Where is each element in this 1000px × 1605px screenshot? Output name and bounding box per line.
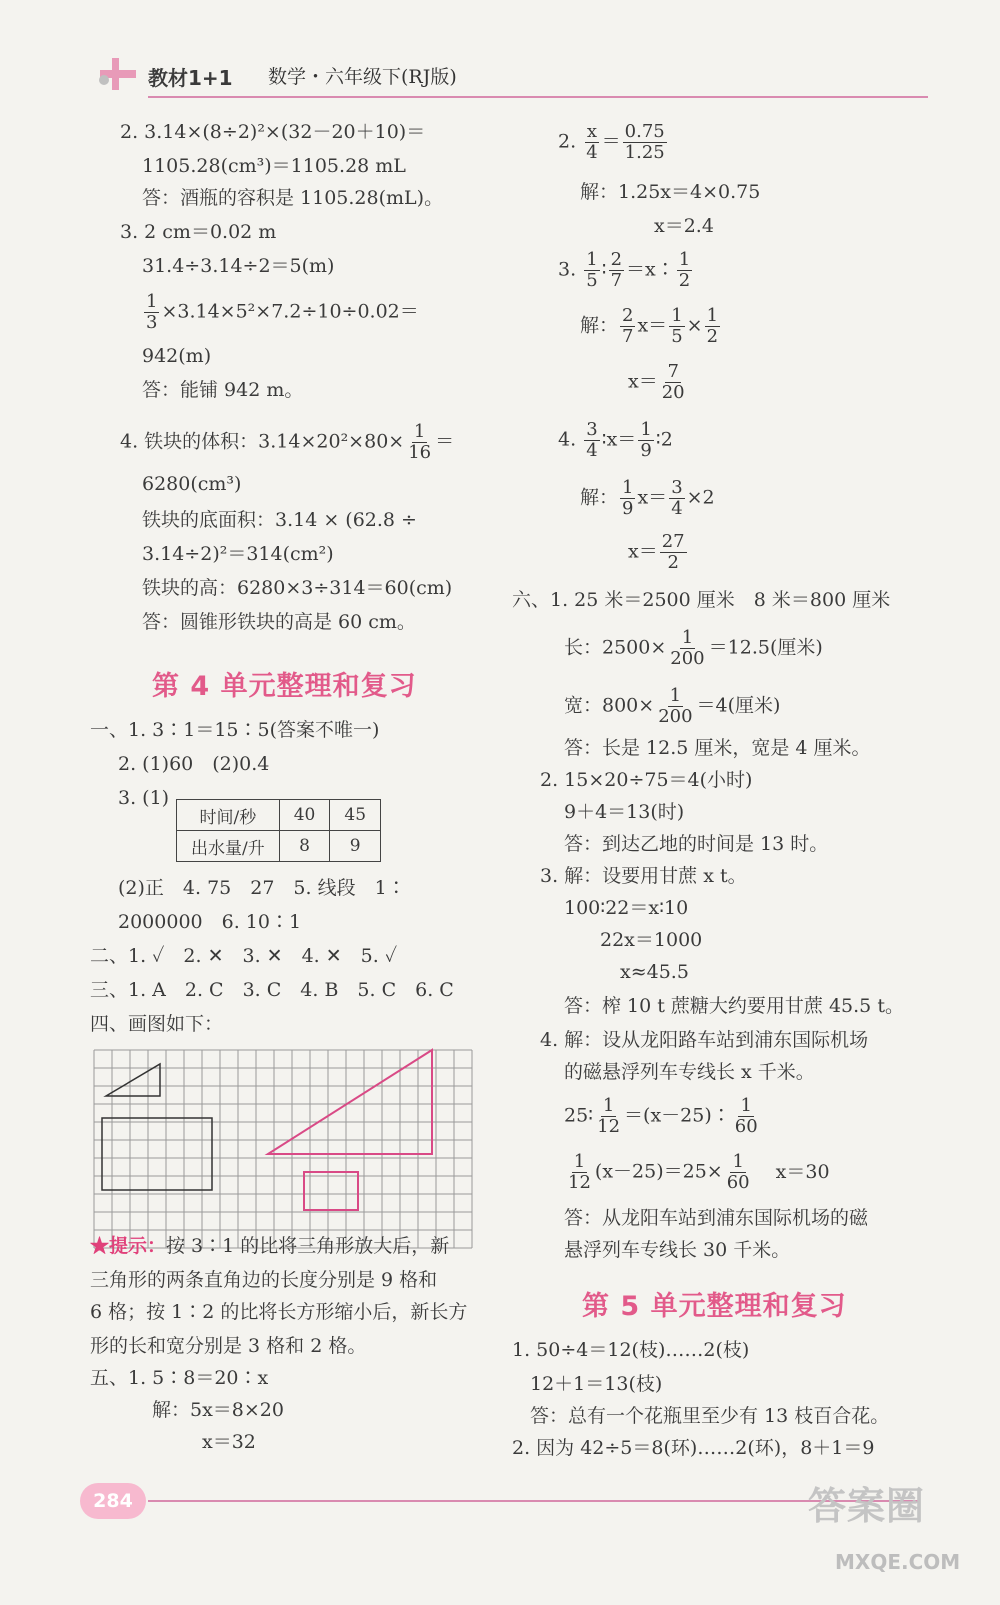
s1-line-5: 2000000 6. 10∶1 <box>118 911 302 933</box>
table-row <box>177 831 381 862</box>
header-title: 数学・六年级下(RJ版) <box>268 66 457 88</box>
q3-line-2: 31.4÷3.14÷2＝5(m) <box>142 255 335 277</box>
s5-line-3: x＝32 <box>202 1431 256 1453</box>
watermark-logo: 答案圈 <box>808 1484 926 1528</box>
s5-line-2: 解：5x＝8×20 <box>152 1399 284 1421</box>
water-table <box>176 799 381 862</box>
r4-solution: 解： $\frac{1}{9}$ x＝ $\frac{3}{4}$ ×2 <box>580 477 715 519</box>
r2-line-2: 解：1.25x＝4×0.75 <box>580 181 761 203</box>
table-row <box>177 800 381 831</box>
q4-line-3: 铁块的底面积：3.14 × (62.8 ÷ <box>142 509 417 531</box>
s6-length: 长：2500× $\frac{1}{200}$ ＝12.5(厘米) <box>564 627 823 669</box>
r3-solution: 解： $\frac{2}{7}$ x＝ $\frac{1}{5}$ × $\frac{1}{2}$ <box>580 305 719 347</box>
s6-4-line-2: 的磁悬浮列车专线长 x 千米。 <box>564 1061 815 1083</box>
reduced-rectangle <box>304 1172 358 1210</box>
hint-line-2: 三角形的两条直角边的长度分别是 9 格和 <box>90 1269 438 1291</box>
q4-line-1: 4. 铁块的体积：3.14×20²×80× $\frac{1}{16}$ ＝ <box>120 421 455 463</box>
q4-line-6: 答：圆锥形铁块的高是 60 cm。 <box>142 611 416 633</box>
table-header-water: 出水量/升 <box>177 831 280 862</box>
q2-line-2: 1105.28(cm³)＝1105.28 mL <box>142 155 406 177</box>
u5-line-4: 2. 因为 42÷5＝8(环)……2(环)，8＋1＝9 <box>512 1437 875 1459</box>
small-triangle <box>106 1064 160 1096</box>
header-logo-icon <box>92 56 140 92</box>
s1-line-2: 2. (1)60 (2)0.4 <box>118 753 270 775</box>
table-cell: 45 <box>330 800 381 831</box>
u5-line-1: 1. 50÷4＝12(枝)……2(枝) <box>512 1339 750 1361</box>
section-4-label: 四、画图如下： <box>90 1013 224 1035</box>
large-rectangle <box>102 1118 212 1190</box>
s6-2-line-3: 答：到达乙地的时间是 13 时。 <box>564 833 829 855</box>
s6-3-line-2: 100∶22＝x∶10 <box>564 897 689 919</box>
s6-3-line-3: 22x＝1000 <box>600 929 703 951</box>
section-5-title: 第 5 单元整理和复习 <box>582 1291 847 1322</box>
u5-line-2: 12＋1＝13(枝) <box>530 1373 663 1395</box>
s6-3-line-4: x≈45.5 <box>620 961 689 983</box>
r3-result: x＝ $\frac{7}{20}$ <box>628 361 685 403</box>
s6-4-answer-1: 答：从龙阳车站到浦东国际机场的磁 <box>564 1207 869 1229</box>
s6-3-line-5: 答：榨 10 t 蔗糖大约要用甘蔗 45.5 t。 <box>564 995 904 1017</box>
enlarged-triangle <box>268 1050 432 1154</box>
u5-line-3: 答：总有一个花瓶里至少有 13 枝百合花。 <box>530 1405 890 1427</box>
q2-line-1: 2. 3.14×(8÷2)²×(32－20＋10)＝ <box>120 121 426 143</box>
q3-line-3: $\frac{1}{3}$ ×3.14×5²×7.2÷10÷0.02＝ <box>146 291 419 333</box>
s6-4-answer-2: 悬浮列车专线长 30 千米。 <box>564 1239 791 1261</box>
hint-line-4: 形的长和宽分别是 3 格和 2 格。 <box>90 1335 367 1357</box>
s6-answer: 答：长是 12.5 厘米，宽是 4 厘米。 <box>564 737 871 759</box>
s1-line-1: 一、1. 3∶1＝15∶5(答案不唯一) <box>90 719 380 741</box>
r4-equation: 4. $\frac{3}{4}$ ∶x＝ $\frac{1}{9}$ ∶2 <box>558 419 673 461</box>
r4-result: x＝ $\frac{27}{2}$ <box>628 531 685 573</box>
q3-line-5: 答：能铺 942 m。 <box>142 379 304 401</box>
page-number: 284 <box>80 1483 146 1519</box>
hint-line-1: ★提示：按 3∶1 的比将三角形放大后，新 <box>90 1235 450 1257</box>
q4-line-5: 铁块的高：6280×3÷314＝60(cm) <box>142 577 453 599</box>
s6-4-line-1: 4. 解：设从龙阳路车站到浦东国际机场 <box>540 1029 869 1051</box>
header-logo: 教材1+1 <box>148 66 233 90</box>
watermark-url: MXQE.COM <box>835 1550 961 1574</box>
q3-line-4: 942(m) <box>142 345 212 367</box>
section-4-title: 第 4 单元整理和复习 <box>152 671 417 702</box>
drawing-grid <box>90 1048 490 1258</box>
s1-line-4: (2)正 4. 75 27 5. 线段 1∶ <box>118 877 406 899</box>
table-cell: 9 <box>330 831 381 862</box>
r2-line-3: x＝2.4 <box>654 215 714 237</box>
q3-line-1: 3. 2 cm＝0.02 m <box>120 221 277 243</box>
footer-rule <box>148 1500 918 1502</box>
s6-4-solution: $\frac{1}{12}$ (x－25)＝25× $\frac{1}{60}$ x＝30 <box>568 1151 830 1193</box>
q2-line-3: 答：酒瓶的容积是 1105.28(mL)。 <box>142 187 444 209</box>
section-3-answers: 三、1. A 2. C 3. C 4. B 5. C 6. C <box>90 979 454 1001</box>
r3-equation: 3. $\frac{1}{5}$ ∶ $\frac{2}{7}$ ＝x∶ $\frac{1}{2}$ <box>558 249 691 291</box>
s6-2-line-2: 9＋4＝13(时) <box>564 801 685 823</box>
header-rule <box>148 96 928 98</box>
s6-width: 宽：800× $\frac{1}{200}$ ＝4(厘米) <box>564 685 781 727</box>
q4-line-2: 6280(cm³) <box>142 473 242 495</box>
s6-4-proportion: 25∶ $\frac{1}{12}$ ＝(x－25)∶ $\frac{1}{60}$ <box>564 1095 758 1137</box>
table-header-time: 时间/秒 <box>177 800 280 831</box>
s6-2-line-1: 2. 15×20÷75＝4(小时) <box>540 769 753 791</box>
r2-equation: 2. $\frac{x}{4}$ ＝ $\frac{0.75}{1.25}$ <box>558 121 665 163</box>
q4-line-4: 3.14÷2)²＝314(cm²) <box>142 543 334 565</box>
s5-line-1: 五、1. 5∶8＝20∶x <box>90 1367 269 1389</box>
table-cell: 40 <box>279 800 330 831</box>
section-2-answers: 二、1. ✓ 2. ✕ 3. ✕ 4. ✕ 5. ✓ <box>90 945 398 967</box>
hint-line-3: 6 格；按 1∶2 的比将长方形缩小后，新长方 <box>90 1301 468 1323</box>
s1-line-3: 3. (1) <box>118 787 170 809</box>
table-cell: 8 <box>279 831 330 862</box>
s6-line-1: 六、1. 25 米＝2500 厘米 8 米＝800 厘米 <box>512 589 891 611</box>
s6-3-line-1: 3. 解：设要用甘蔗 x t。 <box>540 865 747 887</box>
